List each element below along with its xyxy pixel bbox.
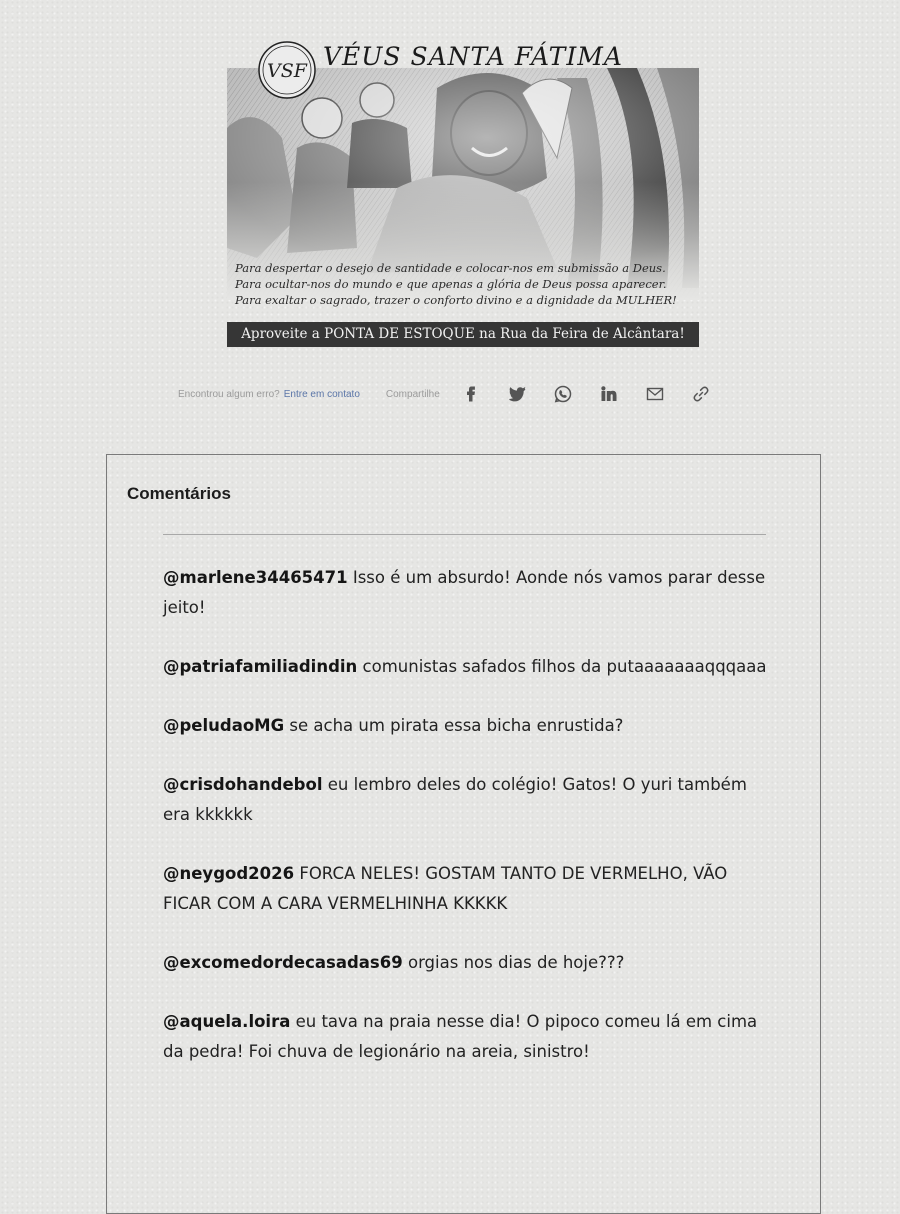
comment-text: comunistas safados filhos da putaaaaaaaqqqaaa bbox=[362, 657, 767, 676]
comment-item bbox=[163, 1007, 775, 1067]
comment-item bbox=[163, 948, 775, 978]
share-label: Compartilhe bbox=[385, 388, 440, 400]
advertisement-banner[interactable] bbox=[227, 38, 699, 347]
comment-text: se acha um pirata essa bicha enrustida? bbox=[289, 716, 624, 735]
comments-divider bbox=[163, 534, 766, 535]
comment-username[interactable]: @neygod2026 bbox=[163, 864, 295, 883]
share-link-button[interactable] bbox=[678, 378, 724, 410]
article-meta-row bbox=[178, 378, 758, 410]
comment-text: eu lembro deles do colégio! Gatos! O yuri também era kkkkkk bbox=[163, 775, 747, 824]
share-email-button[interactable] bbox=[632, 378, 678, 410]
brand-name: VÉUS SANTA FÁTIMA bbox=[323, 42, 623, 71]
comment-username[interactable]: @peludaoMG bbox=[163, 716, 285, 735]
comment-username[interactable]: @marlene34465471 bbox=[163, 568, 348, 587]
brand-monogram: VSF bbox=[267, 60, 307, 82]
comment-text: eu tava na praia nesse dia! O pipoco comeu lá em cima da pedra! Foi chuva de legionário na areia, sinistro! bbox=[163, 1012, 758, 1061]
comment-text: Isso é um absurdo! Aonde nós vamos parar desse jeito! bbox=[163, 568, 766, 617]
comment-item bbox=[163, 711, 775, 741]
comment-item bbox=[163, 652, 775, 682]
ad-cta-bar[interactable]: Aproveite a PONTA DE ESTOQUE na Rua da Feira de Alcântara! bbox=[227, 322, 699, 347]
email-icon bbox=[645, 384, 665, 404]
twitter-icon bbox=[507, 384, 527, 404]
report-error-text: Encontrou algum erro? bbox=[178, 388, 280, 400]
contact-link[interactable]: Entre em contato bbox=[283, 388, 360, 400]
comment-username[interactable]: @crisdohandebol bbox=[163, 775, 323, 794]
facebook-icon bbox=[461, 384, 481, 404]
comment-username[interactable]: @aquela.loira bbox=[163, 1012, 291, 1031]
comment-item bbox=[163, 563, 775, 623]
ad-tagline-line: Para ocultar-nos do mundo e que apenas a glória de Deus possa aparecer. bbox=[235, 277, 667, 291]
comment-item bbox=[163, 770, 775, 830]
link-icon bbox=[691, 384, 711, 404]
comments-title: Comentários bbox=[127, 484, 231, 503]
share-whatsapp-button[interactable] bbox=[540, 378, 586, 410]
ad-tagline bbox=[235, 260, 697, 308]
comments-panel bbox=[106, 454, 821, 1214]
whatsapp-icon bbox=[553, 384, 573, 404]
comment-list bbox=[163, 563, 775, 1096]
share-buttons bbox=[448, 378, 724, 410]
comment-username[interactable]: @excomedordecasadas69 bbox=[163, 953, 403, 972]
linkedin-icon bbox=[599, 384, 619, 404]
ad-tagline-line: Para exaltar o sagrado, trazer o conforto divino e a dignidade da MULHER! bbox=[235, 293, 677, 307]
comment-text: FORCA NELES! GOSTAM TANTO DE VERMELHO, VÃO FICAR COM A CARA VERMELHINHA KKKKK bbox=[163, 864, 728, 913]
brand-logo-seal bbox=[257, 40, 317, 100]
share-facebook-button[interactable] bbox=[448, 378, 494, 410]
comment-text: orgias nos dias de hoje??? bbox=[407, 953, 625, 972]
share-linkedin-button[interactable] bbox=[586, 378, 632, 410]
ad-tagline-line: Para despertar o desejo de santidade e colocar-nos em submissão a Deus. bbox=[235, 261, 666, 275]
share-twitter-button[interactable] bbox=[494, 378, 540, 410]
comment-item bbox=[163, 859, 775, 919]
comment-username[interactable]: @patriafamiliadindin bbox=[163, 657, 358, 676]
